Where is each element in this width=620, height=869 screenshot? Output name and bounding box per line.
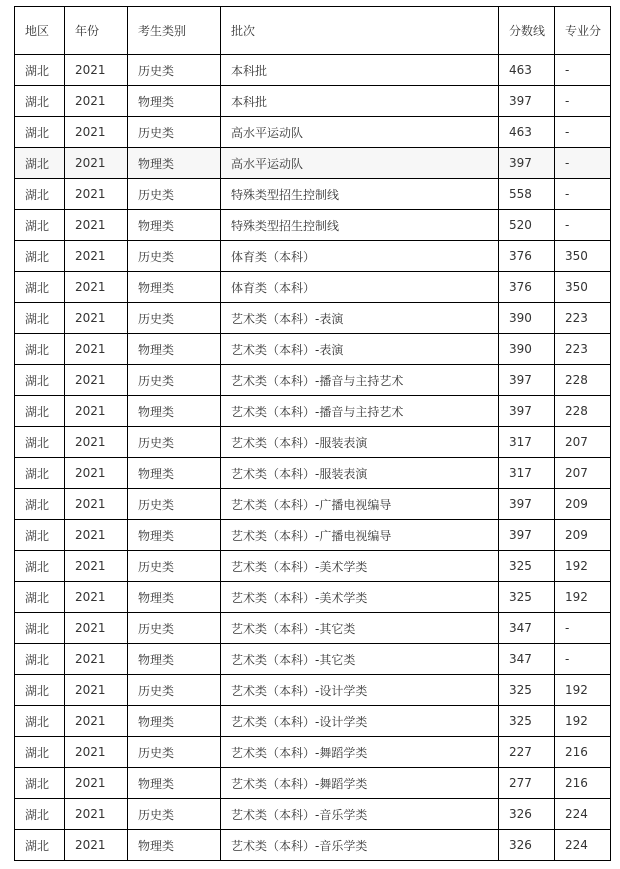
cell-year: 2021 [65, 55, 128, 86]
cell-major-score: 223 [555, 303, 611, 334]
cell-batch: 体育类（本科） [221, 272, 499, 303]
cell-batch: 艺术类（本科）-表演 [221, 334, 499, 365]
cell-category: 历史类 [128, 117, 221, 148]
cell-region: 湖北 [15, 768, 65, 799]
cell-batch: 艺术类（本科）-其它类 [221, 613, 499, 644]
cell-score-line: 326 [499, 830, 555, 861]
cell-year: 2021 [65, 241, 128, 272]
cell-year: 2021 [65, 799, 128, 830]
cell-year: 2021 [65, 210, 128, 241]
cell-batch: 艺术类（本科）-广播电视编导 [221, 520, 499, 551]
cell-score-line: 376 [499, 272, 555, 303]
cell-score-line: 397 [499, 365, 555, 396]
table-row [15, 210, 611, 241]
cell-score-line: 347 [499, 613, 555, 644]
cell-major-score: - [555, 55, 611, 86]
cell-score-line: 558 [499, 179, 555, 210]
cell-region: 湖北 [15, 458, 65, 489]
table-row [15, 551, 611, 582]
cell-category: 物理类 [128, 396, 221, 427]
cell-year: 2021 [65, 830, 128, 861]
cell-batch: 艺术类（本科）-音乐学类 [221, 830, 499, 861]
cell-year: 2021 [65, 737, 128, 768]
header-category: 考生类别 [128, 7, 221, 55]
cell-region: 湖北 [15, 582, 65, 613]
table-row [15, 458, 611, 489]
cell-category: 历史类 [128, 551, 221, 582]
cell-score-line: 317 [499, 427, 555, 458]
cell-region: 湖北 [15, 334, 65, 365]
cell-batch: 特殊类型招生控制线 [221, 179, 499, 210]
cell-year: 2021 [65, 706, 128, 737]
table-row [15, 613, 611, 644]
cell-major-score: 350 [555, 272, 611, 303]
cell-year: 2021 [65, 148, 128, 179]
cell-score-line: 397 [499, 396, 555, 427]
cell-major-score: - [555, 210, 611, 241]
cell-region: 湖北 [15, 706, 65, 737]
cell-score-line: 397 [499, 489, 555, 520]
header-year: 年份 [65, 7, 128, 55]
cell-year: 2021 [65, 86, 128, 117]
cell-batch: 艺术类（本科）-表演 [221, 303, 499, 334]
cell-region: 湖北 [15, 272, 65, 303]
cell-batch: 体育类（本科） [221, 241, 499, 272]
cell-category: 历史类 [128, 303, 221, 334]
cell-major-score: 223 [555, 334, 611, 365]
cell-category: 物理类 [128, 582, 221, 613]
cell-batch: 艺术类（本科）-播音与主持艺术 [221, 365, 499, 396]
cell-year: 2021 [65, 520, 128, 551]
header-major-score: 专业分 [555, 7, 611, 55]
table-row [15, 427, 611, 458]
table-row [15, 303, 611, 334]
header-batch: 批次 [221, 7, 499, 55]
score-table [14, 6, 611, 861]
cell-major-score: - [555, 86, 611, 117]
cell-score-line: 317 [499, 458, 555, 489]
cell-category: 历史类 [128, 799, 221, 830]
cell-major-score: 228 [555, 396, 611, 427]
cell-batch: 艺术类（本科）-舞蹈学类 [221, 768, 499, 799]
cell-batch: 艺术类（本科）-设计学类 [221, 706, 499, 737]
cell-year: 2021 [65, 458, 128, 489]
cell-major-score: - [555, 644, 611, 675]
cell-major-score: 216 [555, 737, 611, 768]
cell-batch: 艺术类（本科）-其它类 [221, 644, 499, 675]
cell-batch: 艺术类（本科）-音乐学类 [221, 799, 499, 830]
cell-major-score: 209 [555, 520, 611, 551]
cell-category: 历史类 [128, 365, 221, 396]
cell-region: 湖北 [15, 117, 65, 148]
header-row [15, 7, 611, 55]
cell-batch: 艺术类（本科）-舞蹈学类 [221, 737, 499, 768]
cell-year: 2021 [65, 768, 128, 799]
cell-batch: 艺术类（本科）-服装表演 [221, 427, 499, 458]
cell-major-score: - [555, 613, 611, 644]
table-row [15, 334, 611, 365]
cell-category: 物理类 [128, 210, 221, 241]
cell-region: 湖北 [15, 396, 65, 427]
cell-batch: 高水平运动队 [221, 117, 499, 148]
cell-score-line: 277 [499, 768, 555, 799]
cell-major-score: 209 [555, 489, 611, 520]
cell-score-line: 325 [499, 551, 555, 582]
cell-major-score: 192 [555, 706, 611, 737]
cell-region: 湖北 [15, 520, 65, 551]
cell-region: 湖北 [15, 303, 65, 334]
cell-category: 物理类 [128, 830, 221, 861]
table-row [15, 148, 611, 179]
cell-category: 物理类 [128, 768, 221, 799]
cell-region: 湖北 [15, 613, 65, 644]
table-row [15, 675, 611, 706]
table-row [15, 520, 611, 551]
cell-score-line: 463 [499, 117, 555, 148]
cell-major-score: 207 [555, 427, 611, 458]
header-region: 地区 [15, 7, 65, 55]
table-row [15, 799, 611, 830]
cell-major-score: 228 [555, 365, 611, 396]
cell-major-score: 192 [555, 551, 611, 582]
cell-region: 湖北 [15, 489, 65, 520]
cell-major-score: 350 [555, 241, 611, 272]
cell-region: 湖北 [15, 427, 65, 458]
cell-year: 2021 [65, 179, 128, 210]
cell-category: 历史类 [128, 737, 221, 768]
cell-region: 湖北 [15, 675, 65, 706]
cell-category: 历史类 [128, 427, 221, 458]
table-row [15, 117, 611, 148]
cell-region: 湖北 [15, 55, 65, 86]
cell-major-score: - [555, 148, 611, 179]
cell-score-line: 520 [499, 210, 555, 241]
table-row [15, 582, 611, 613]
cell-year: 2021 [65, 117, 128, 148]
cell-region: 湖北 [15, 799, 65, 830]
table-row [15, 396, 611, 427]
cell-category: 历史类 [128, 613, 221, 644]
cell-score-line: 463 [499, 55, 555, 86]
cell-batch: 艺术类（本科）-服装表演 [221, 458, 499, 489]
cell-batch: 特殊类型招生控制线 [221, 210, 499, 241]
cell-category: 历史类 [128, 179, 221, 210]
cell-score-line: 390 [499, 334, 555, 365]
cell-year: 2021 [65, 334, 128, 365]
cell-batch: 高水平运动队 [221, 148, 499, 179]
score-table-container [14, 6, 610, 861]
cell-category: 物理类 [128, 706, 221, 737]
cell-major-score: 224 [555, 799, 611, 830]
table-row [15, 768, 611, 799]
cell-region: 湖北 [15, 148, 65, 179]
cell-year: 2021 [65, 613, 128, 644]
table-body [15, 55, 611, 861]
cell-major-score: - [555, 179, 611, 210]
cell-batch: 艺术类（本科）-播音与主持艺术 [221, 396, 499, 427]
cell-category: 物理类 [128, 644, 221, 675]
cell-region: 湖北 [15, 210, 65, 241]
table-row [15, 86, 611, 117]
cell-year: 2021 [65, 551, 128, 582]
cell-region: 湖北 [15, 86, 65, 117]
cell-score-line: 325 [499, 706, 555, 737]
table-header [15, 7, 611, 55]
cell-region: 湖北 [15, 365, 65, 396]
table-row [15, 55, 611, 86]
cell-year: 2021 [65, 272, 128, 303]
cell-year: 2021 [65, 303, 128, 334]
cell-major-score: 224 [555, 830, 611, 861]
cell-score-line: 397 [499, 86, 555, 117]
cell-batch: 本科批 [221, 86, 499, 117]
cell-batch: 艺术类（本科）-设计学类 [221, 675, 499, 706]
table-row [15, 737, 611, 768]
cell-region: 湖北 [15, 551, 65, 582]
cell-major-score: 192 [555, 582, 611, 613]
cell-batch: 艺术类（本科）-广播电视编导 [221, 489, 499, 520]
cell-year: 2021 [65, 675, 128, 706]
cell-score-line: 326 [499, 799, 555, 830]
cell-major-score: 207 [555, 458, 611, 489]
cell-major-score: 192 [555, 675, 611, 706]
cell-major-score: - [555, 117, 611, 148]
cell-year: 2021 [65, 644, 128, 675]
cell-category: 历史类 [128, 675, 221, 706]
cell-score-line: 376 [499, 241, 555, 272]
table-row [15, 489, 611, 520]
cell-year: 2021 [65, 427, 128, 458]
cell-category: 物理类 [128, 458, 221, 489]
cell-batch: 本科批 [221, 55, 499, 86]
cell-region: 湖北 [15, 241, 65, 272]
cell-category: 物理类 [128, 334, 221, 365]
cell-score-line: 325 [499, 675, 555, 706]
cell-score-line: 325 [499, 582, 555, 613]
table-row [15, 241, 611, 272]
cell-year: 2021 [65, 396, 128, 427]
cell-category: 物理类 [128, 272, 221, 303]
cell-category: 物理类 [128, 148, 221, 179]
cell-batch: 艺术类（本科）-美术学类 [221, 551, 499, 582]
table-row [15, 179, 611, 210]
table-row [15, 272, 611, 303]
table-row [15, 830, 611, 861]
table-row [15, 644, 611, 675]
cell-year: 2021 [65, 365, 128, 396]
cell-score-line: 397 [499, 148, 555, 179]
cell-batch: 艺术类（本科）-美术学类 [221, 582, 499, 613]
cell-score-line: 227 [499, 737, 555, 768]
cell-region: 湖北 [15, 644, 65, 675]
cell-category: 物理类 [128, 520, 221, 551]
cell-score-line: 397 [499, 520, 555, 551]
cell-category: 历史类 [128, 55, 221, 86]
table-row [15, 365, 611, 396]
cell-score-line: 347 [499, 644, 555, 675]
cell-region: 湖北 [15, 737, 65, 768]
cell-category: 物理类 [128, 86, 221, 117]
cell-category: 历史类 [128, 241, 221, 272]
cell-year: 2021 [65, 582, 128, 613]
cell-year: 2021 [65, 489, 128, 520]
cell-region: 湖北 [15, 830, 65, 861]
table-row [15, 706, 611, 737]
cell-region: 湖北 [15, 179, 65, 210]
cell-score-line: 390 [499, 303, 555, 334]
header-score-line: 分数线 [499, 7, 555, 55]
cell-category: 历史类 [128, 489, 221, 520]
cell-major-score: 216 [555, 768, 611, 799]
